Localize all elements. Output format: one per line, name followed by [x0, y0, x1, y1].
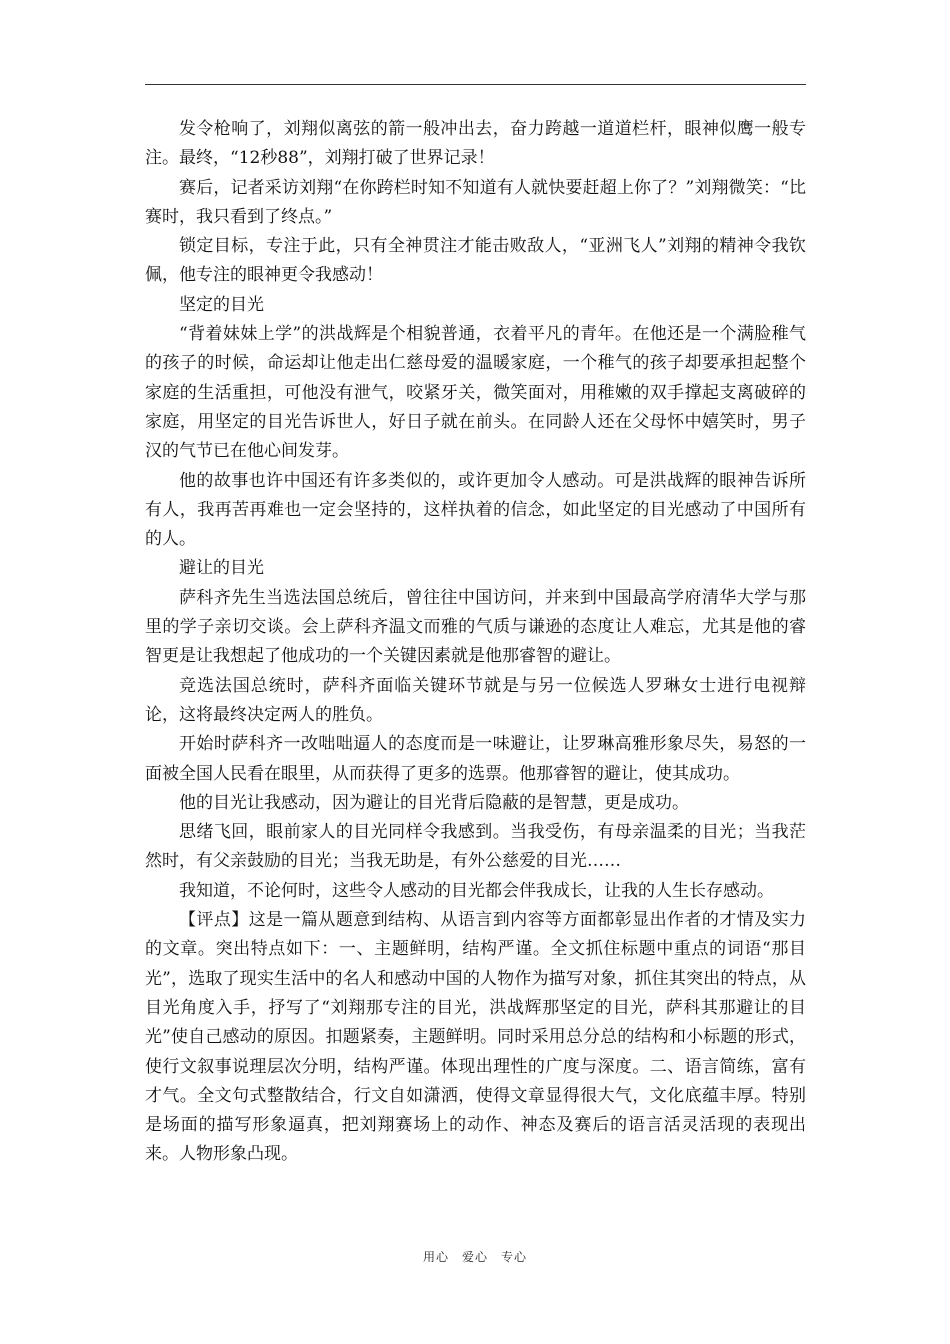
- paragraph-sarkozy-strategy: 开始时萨科齐一改咄咄逼人的态度而是一味避让，让罗琳高雅形象尽失，易怒的一面被全国人民看在眼里，从而获得了更多的选票。他那睿智的避让，使其成功。: [145, 734, 806, 784]
- paragraph-hong-story: 他的故事也许中国还有许多类似的，或许更加令人感动。可是洪战辉的眼神告诉所有人，我再苦再难也一定会坚持的，这样执着的信念，如此坚定的目光感动了中国所有的人。: [145, 470, 806, 550]
- paragraph-hong-zhanhui: “背着妹妹上学”的洪战辉是个相貌普通，衣着平凡的青年。在他还是一个满脸稚气的孩子的时候，命运却让他走出仁慈母爱的温暖家庭，一个稚气的孩子却要承担起整个家庭的生活重担，可他没有泄气，咬紧牙关，微笑面对，用稚嫩的双手撑起支离破碎的家庭，用坚定的目光告诉世人，好日子就在前头。在同龄人还在父母怀中嬉笑时，男子汉的气节已在他心间发芽。: [145, 324, 806, 462]
- header-rule: [145, 84, 806, 85]
- paragraph-race: 发令枪响了，刘翔似离弦的箭一般冲出去，奋力跨越一道道栏杆，眼神似鹰一般专注。最终，“12秒88”，刘翔打破了世界记录！: [145, 119, 806, 169]
- subheading-yielding-gaze: 避让的目光: [179, 558, 264, 579]
- paragraph-focus-reflection: 锁定目标，专注于此，只有全神贯注才能击败敌人，“亚洲飞人”刘翔的精神令我钦佩，他专注的眼神更令我感动！: [145, 236, 806, 286]
- paragraph-family-gaze: 思绪飞回，眼前家人的目光同样令我感到。当我受伤，有母亲温柔的目光；当我茫然时，有父亲鼓励的目光；当我无助是，有外公慈爱的目光……: [145, 822, 806, 872]
- paragraph-sarkozy-visit: 萨科齐先生当选法国总统后，曾往往中国访问，并来到中国最高学府清华大学与那里的学子亲切交谈。会上萨科齐温文而雅的气质与谦逊的态度让人难忘，尤其是他的睿智更是让我想起了他成功的一个关键因素就是他那睿智的避让。: [145, 587, 806, 667]
- paragraph-sarkozy-debate: 竞选法国总统时，萨科齐面临关键环节就是与另一位候选人罗琳女士进行电视辩论，这将最终决定两人的胜负。: [145, 675, 806, 725]
- paragraph-sarkozy-reflection: 他的目光让我感动，因为避让的目光背后隐蔽的是智慧，更是成功。: [179, 792, 689, 813]
- paragraph-commentary: 【评点】这是一篇从题意到结构、从语言到内容等方面都彰显出作者的才情及实力的文章。突出特点如下：一、主题鲜明，结构严谨。全文抓住标题中重点的词语“那目光”，选取了现实生活中的名人和感动中国的人物作为描写对象，抓住其突出的特点，从目光角度入手，抒写了“刘翔那专注的目光，洪战辉那坚定的目光，萨科其那避让的目光”使自己感动的原因。扣题紧奏，主题鲜明。同时采用总分总的结构和小标题的形式，使行文叙事说理层次分明，结构严谨。体现出理性的广度与深度。二、语言简练，富有才气。全文句式整散结合，行文自如潇洒，使得文章显得很大气，文化底蕴丰厚。特别是场面的描写形象逼真，把刘翔赛场上的动作、神态及赛后的语言活灵活现的表现出来。人物形象凸现。: [145, 910, 806, 1165]
- article-body: [145, 115, 806, 1170]
- page-footer: 用心 爱心 专心: [422, 1250, 527, 1264]
- paragraph-interview: 赛后，记者采访刘翔“在你跨栏时知不知道有人就快要赶超上你了？”刘翔微笑：“比赛时，我只看到了终点。”: [145, 177, 806, 227]
- paragraph-conclusion: 我知道，不论何时，这些令人感动的目光都会伴我成长，让我的人生长存感动。: [179, 880, 774, 901]
- subheading-firm-gaze: 坚定的目光: [179, 294, 264, 315]
